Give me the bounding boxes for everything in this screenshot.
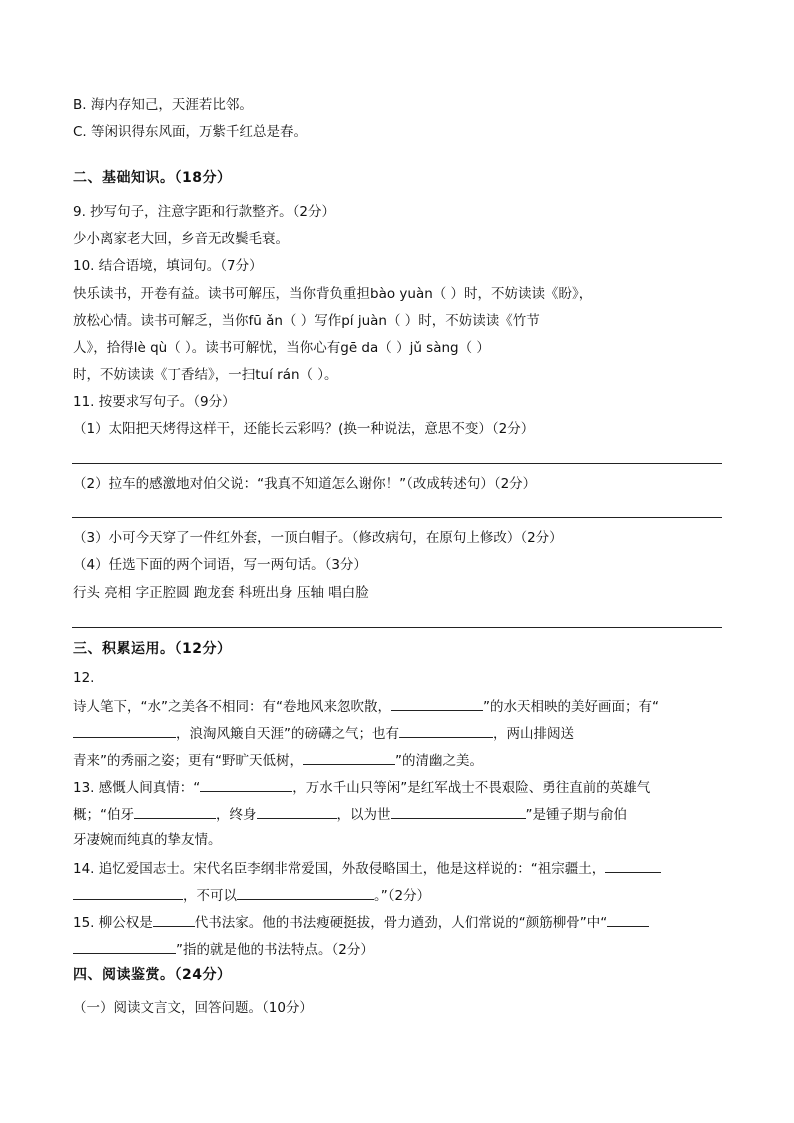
question-13-line-2 — [73, 804, 627, 824]
text: ”是锺子期与俞伯 — [525, 807, 627, 823]
text: ，浪淘风簸自天涯”的磅礴之气；也有 — [176, 726, 399, 742]
question-11-word-list: 行头 亮相 字正腔圆 跑龙套 科班出身 压轴 唱白脸 — [73, 585, 369, 601]
question-13-line-1 — [73, 777, 650, 797]
text: ”的水天相映的美好画面；有“ — [482, 699, 659, 715]
option-c: C. 等闲识得东风面，万紫千红总是春。 — [73, 124, 308, 140]
section-heading-reading: 四、阅读鉴赏。（24分） — [73, 967, 232, 983]
fill-blank[interactable] — [257, 804, 337, 819]
text: ，不可以 — [183, 888, 237, 904]
question-10-line-3: 人》，拾得lè qù（ ）。读书可解忧，当你心有gē da（ ）jǔ sàng（ ） — [73, 340, 490, 356]
text: ”指的就是他的书法特点。（2分） — [176, 942, 374, 958]
question-11-part-2: （2）拉车的感激地对伯父说：“我真不知道怎么谢你！”（改成转述句）（2分） — [73, 476, 537, 492]
question-9: 9. 抄写句子，注意字距和行款整齐。（2分） — [73, 204, 336, 220]
fill-blank[interactable] — [399, 723, 493, 738]
question-12-line-3 — [73, 750, 483, 770]
question-11: 11. 按要求写句子。（9分） — [73, 394, 236, 410]
text: ，两山排闼送 — [493, 726, 574, 742]
reading-subsection-1: （一）阅读文言文，回答问题。（10分） — [73, 1000, 313, 1016]
fill-blank[interactable] — [153, 912, 195, 927]
fill-blank[interactable] — [607, 912, 649, 927]
question-11-part-1: （1）太阳把天烤得这样干，还能长云彩吗？(换一种说法，意思不变）（2分） — [73, 421, 535, 437]
text: 13. 感慨人间真情：“ — [73, 780, 201, 796]
text: 15. 柳公权是 — [73, 915, 153, 931]
question-15-line-1 — [73, 912, 649, 932]
option-b: B. 海内存知己，天涯若比邻。 — [73, 97, 253, 113]
question-12-line-1 — [73, 696, 659, 716]
fill-blank[interactable] — [391, 804, 526, 819]
question-10-line-4: 时，不妨读读《丁香结》，一扫tuí rán（ ）。 — [73, 367, 338, 383]
fill-blank[interactable] — [237, 885, 374, 900]
answer-line[interactable] — [72, 517, 722, 518]
question-14-line-1 — [73, 858, 661, 878]
text: ”的清幽之美。 — [395, 753, 483, 769]
text: ，以为世 — [336, 807, 391, 823]
fill-blank[interactable] — [605, 858, 661, 873]
question-11-part-4: （4）任选下面的两个词语，写一两句话。（3分） — [73, 557, 367, 573]
fill-blank[interactable] — [200, 777, 292, 792]
question-15-line-2 — [73, 939, 374, 959]
section-heading-basic-knowledge: 二、基础知识。（18分） — [73, 170, 232, 186]
text: 诗人笔下，“水”之美各不相同：有“卷地风来忽吹散， — [73, 699, 391, 715]
text: ，终身 — [216, 807, 257, 823]
question-10: 10. 结合语境，填词句。（7分） — [73, 258, 263, 274]
question-13-line-3: 牙凄婉而纯真的挚友情。 — [73, 832, 222, 848]
text: 14. 追忆爱国志士。宋代名臣李纲非常爱国，外敌侵略国土，他是这样说的：“祖宗疆土， — [73, 861, 606, 877]
question-12-number: 12. — [73, 670, 95, 686]
text: 概；“伯牙 — [73, 807, 134, 823]
answer-line[interactable] — [72, 463, 722, 464]
question-9-sentence: 少小离家老大回，乡音无改鬓毛衰。 — [73, 231, 289, 247]
text: 代书法家。他的书法瘦硬挺拔，骨力遒劲，人们常说的“颜筋柳骨”中“ — [194, 915, 608, 931]
section-heading-accumulation: 三、积累运用。（12分） — [73, 641, 232, 657]
fill-blank[interactable] — [73, 723, 176, 738]
question-11-part-3: （3）小可今天穿了一件红外套，一顶白帽子。（修改病句，在原句上修改）（2分） — [73, 530, 563, 546]
question-14-line-2 — [73, 885, 430, 905]
answer-line[interactable] — [72, 627, 722, 628]
question-10-line-2: 放松心情。读书可解乏，当你fū ǎn（ ）写作pí juàn（ ）时，不妨读读《竹节 — [73, 313, 540, 329]
fill-blank[interactable] — [73, 885, 183, 900]
text: 。”（2分） — [374, 888, 431, 904]
text: 青来”的秀丽之姿；更有“野旷天低树， — [73, 753, 303, 769]
text: ，万水千山只等闲”是红军战士不畏艰险、勇往直前的英雄气 — [292, 780, 651, 796]
question-10-line-1: 快乐读书，开卷有益。读书可解压，当你背负重担bào yuàn（ ）时，不妨读读《盼》， — [73, 286, 593, 302]
fill-blank[interactable] — [391, 696, 483, 711]
fill-blank[interactable] — [134, 804, 216, 819]
question-12-line-2 — [73, 723, 574, 743]
fill-blank[interactable] — [73, 939, 176, 954]
fill-blank[interactable] — [303, 750, 395, 765]
